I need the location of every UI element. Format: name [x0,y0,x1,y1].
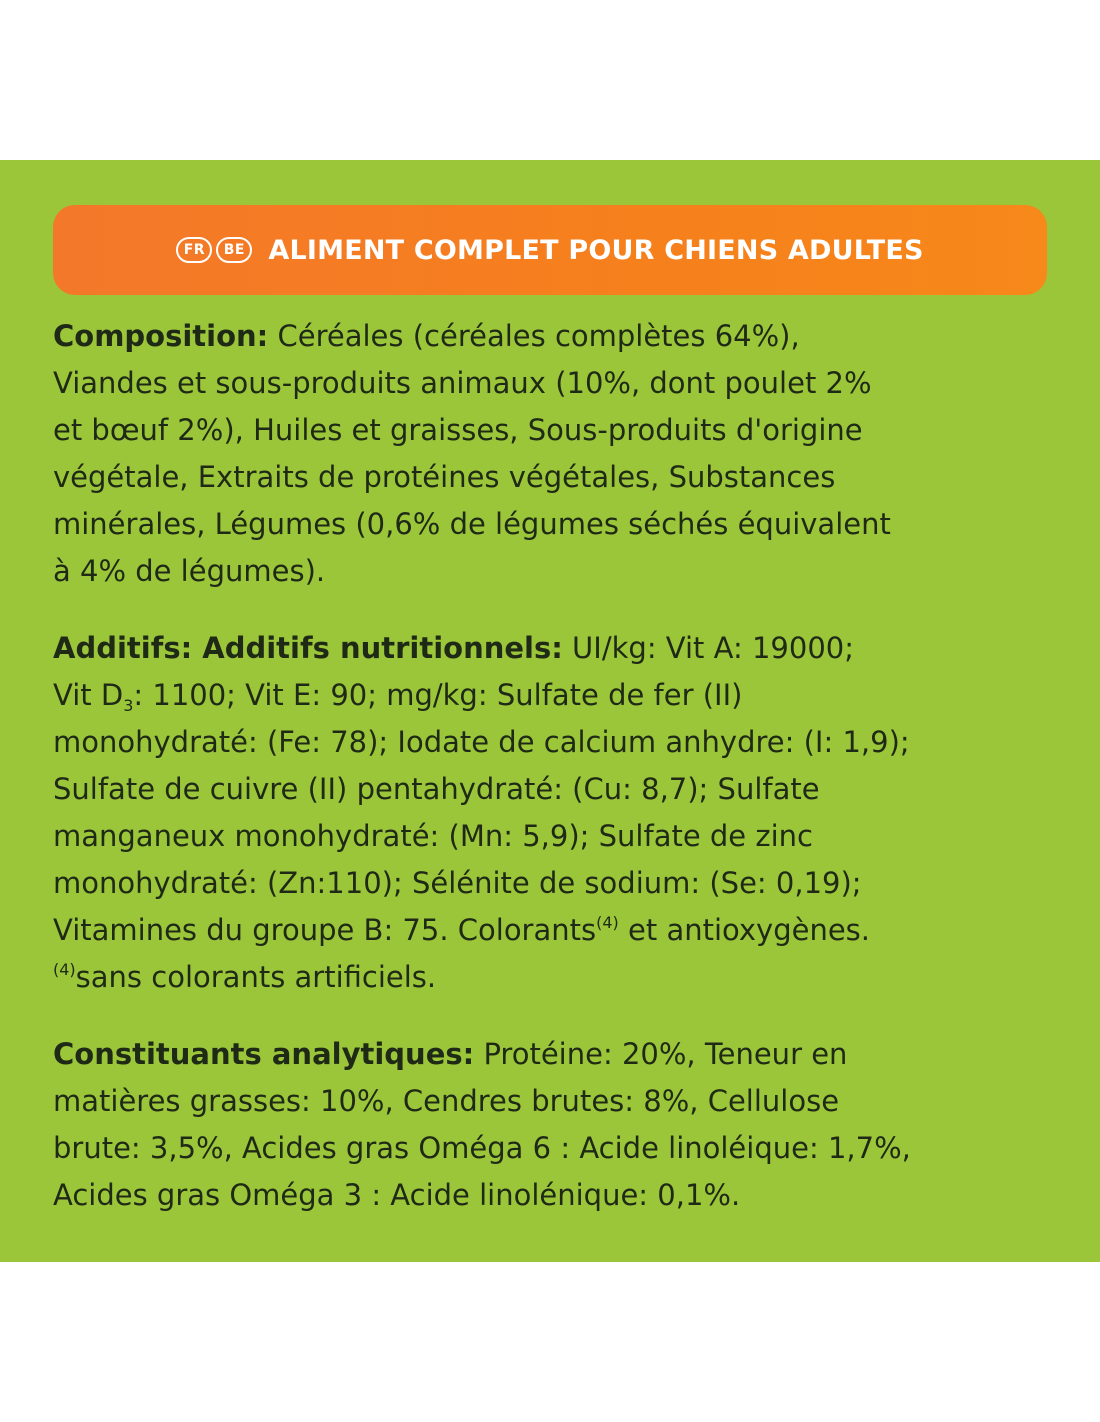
footnote-text: sans colorants artificiels. [75,960,437,994]
composition-line: et bœuf 2%), Huiles et graisses, Sous-produits d'origine [53,413,863,447]
composition-section [53,313,1053,595]
additifs-line: UI/kg: Vit A: 19000; [562,631,854,665]
additifs-line: Vitamines du groupe B: 75. Colorants [53,913,597,947]
additifs-line: : 1100; Vit E: 90; mg/kg: Sulfate de fer (II) [133,678,743,712]
country-badges [176,237,256,263]
badge-be: BE [216,237,252,263]
additifs-line: monohydraté: (Fe: 78); Iodate de calcium anhydre: (I: 1,9); [53,725,910,759]
constituants-line: brute: 3,5%, Acides gras Oméga 6 : Acide linoléique: 1,7%, [53,1131,911,1165]
additifs-line: Vit D [53,678,124,712]
additifs-line: et antioxygènes. [618,913,870,947]
additifs-line: manganeux monohydraté: (Mn: 5,9); Sulfate de zinc [53,819,813,853]
additifs-line: Sulfate de cuivre (II) pentahydraté: (Cu: 8,7); Sulfate [53,772,820,806]
composition-line: minérales, Légumes (0,6% de légumes séchés équivalent [53,507,891,541]
additifs-label: Additifs: Additifs nutritionnels: [53,631,563,665]
label-content [53,313,1053,1249]
composition-label: Composition: [53,319,269,353]
constituants-line: Protéine: 20%, Teneur en [474,1037,848,1071]
title-banner [53,205,1047,295]
constituants-label: Constituants analytiques: [53,1037,475,1071]
constituants-line: Acides gras Oméga 3 : Acide linolénique: 0,1%. [53,1178,741,1212]
composition-line: à 4% de légumes). [53,554,326,588]
label-panel [0,160,1100,1262]
footnote-mark: (4) [53,960,76,979]
subscript-3: 3 [123,696,134,715]
constituants-section [53,1031,1053,1219]
additifs-line: monohydraté: (Zn:110); Sélénite de sodium: (Se: 0,19); [53,866,862,900]
composition-line: végétale, Extraits de protéines végétales, Substances [53,460,836,494]
banner-title: ALIMENT COMPLET POUR CHIENS ADULTES [268,234,924,266]
additifs-section [53,625,1053,1001]
badge-fr: FR [176,237,212,263]
composition-line: Viandes et sous-produits animaux (10%, dont poulet 2% [53,366,872,400]
footnote-mark: (4) [596,913,619,932]
constituants-line: matières grasses: 10%, Cendres brutes: 8%, Cellulose [53,1084,840,1118]
composition-line: Céréales (céréales complètes 64%), [268,319,800,353]
